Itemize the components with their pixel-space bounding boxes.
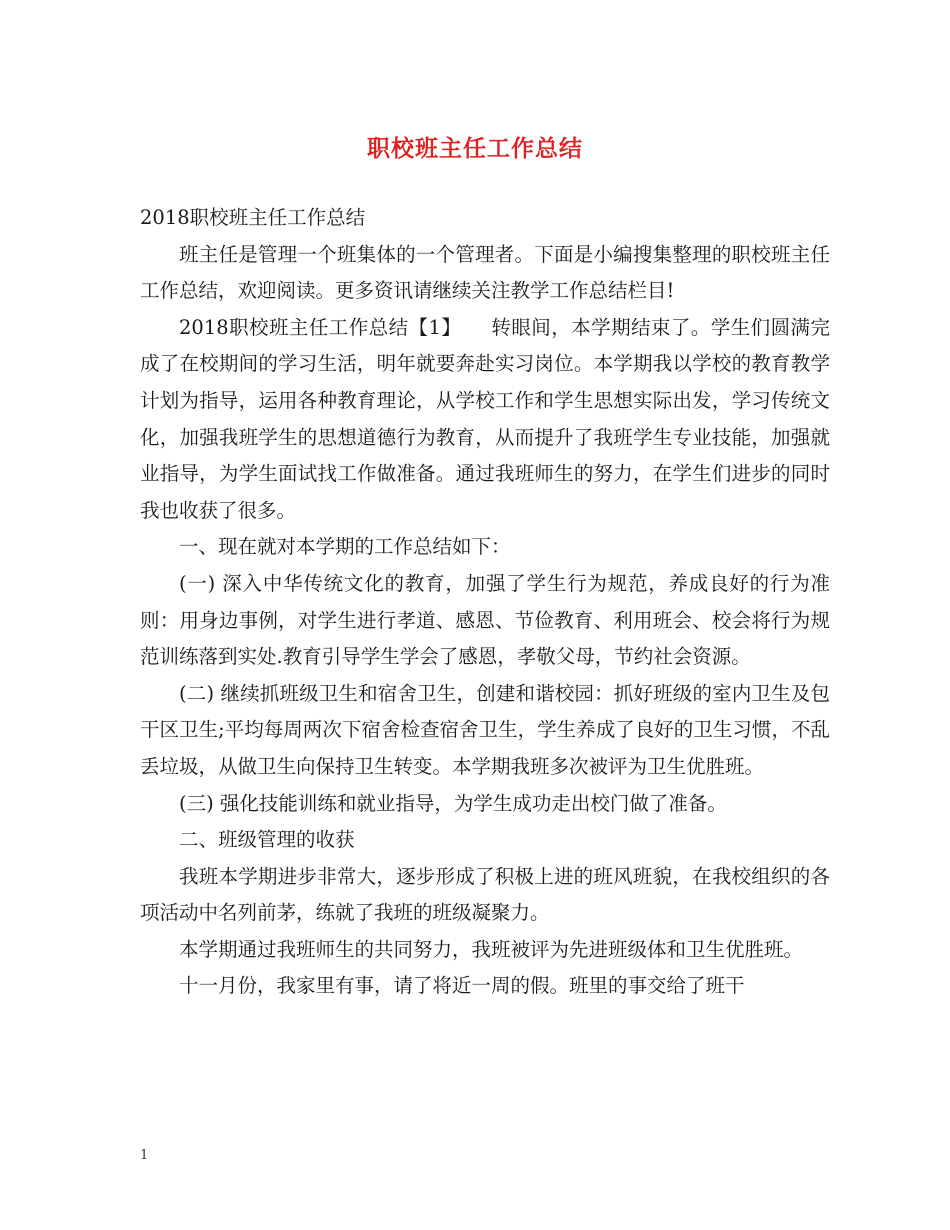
paragraph: 2018职校班主任工作总结【1】 转眼间，本学期结束了。学生们圆满完成了在校期间的学习生活，明年就要奔赴实习岗位。本学期我以学校的教育教学计划为指导，运用各种教育理论，从学校工作和学生思想实际出发，学习传统文化，加强我班学生的思想道德行为教育，从而提升了我班学生专业技能，加强就业指导，为学生面试找工作做准备。通过我班师生的努力，在学生们进步的同时我也收获了很多。 [140,315,830,522]
paragraph: 二、班级管理的收获 [179,828,355,852]
paragraph: 2018职校班主任工作总结 [140,206,366,229]
paragraph: (一) 深入中华传统文化的教育，加强了学生行为规范，养成良好的行为准则：用身边事例，对学生进行孝道、感恩、节俭教育、利用班会、校会将行为规范训练落到实处.教育引导学生学会了感恩，孝敬父母，节约社会资源。 [140,571,830,669]
paragraph: 一、现在就对本学期的工作总结如下： [179,535,511,559]
paragraph: 本学期通过我班师生的共同努力，我班被评为先进班级体和卫生优胜班。 [179,937,804,961]
paragraph: 十一月份，我家里有事，请了将近一周的假。班里的事交给了班干 [179,974,745,998]
paragraph: (三) 强化技能训练和就业指导，为学生成功走出校门做了准备。 [179,791,727,815]
document-title: 职校班主任工作总结 [367,135,583,162]
paragraph: (二) 继续抓班级卫生和宿舍卫生，创建和谐校园：抓好班级的室内卫生及包干区卫生;平均每周两次下宿舍检查宿舍卫生，学生养成了良好的卫生习惯，不乱丢垃圾，从做卫生向保持卫生转变。本学期我班多次被评为卫生优胜班。 [140,681,830,778]
paragraph: 我班本学期进步非常大，逐步形成了积极上进的班风班貌，在我校组织的各项活动中名列前茅，练就了我班的班级凝聚力。 [140,864,830,925]
paragraph: 班主任是管理一个班集体的一个管理者。下面是小编搜集整理的职校班主任工作总结，欢迎阅读。更多资讯请继续关注教学工作总结栏目! [140,242,830,303]
document-body [140,200,830,1005]
page-number: 1 [140,1148,149,1163]
